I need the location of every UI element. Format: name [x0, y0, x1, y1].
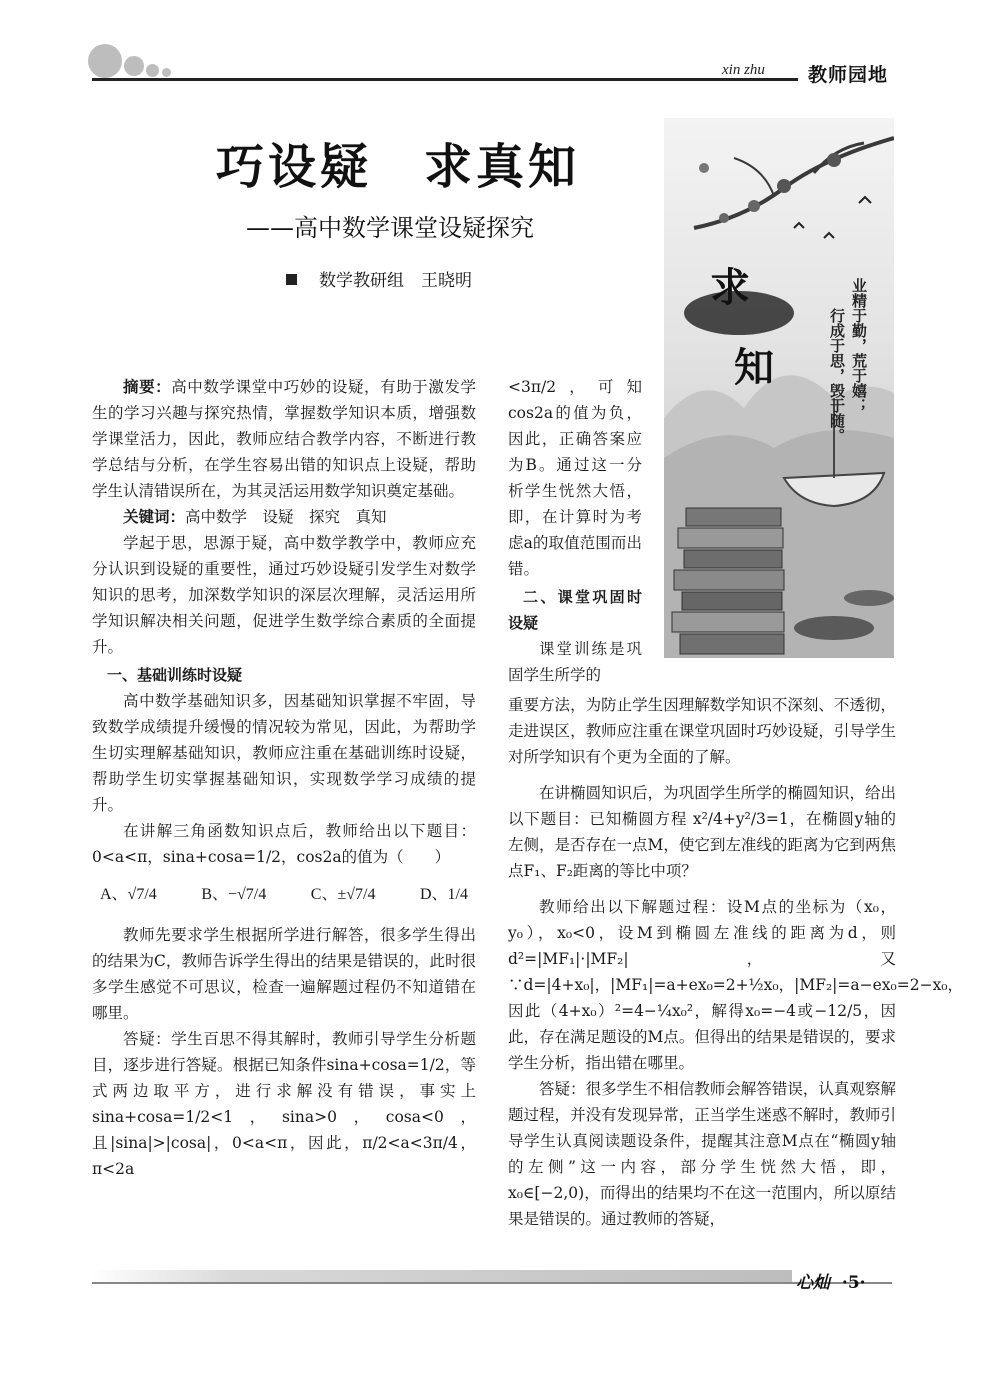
answer-continuation: <3π/2，可知cos2a的值为负，因此，正确答案应为B。通过这一分析学生恍然大悟，即，在计算时为考虑a的取值范围而出错。: [508, 378, 642, 578]
intro-paragraph: 学起于思，思源于疑，高中数学教学中，教师应充分认识到设疑的重要性，通过巧妙设疑引发学生对数学知识的思考，加深数学知识的深层次理解，灵活运用所学知识解决相关问题，促进学生数学综合素质的全面提升。: [92, 534, 476, 656]
section-2-ellipse-question: 在讲椭圆知识后，为巩固学生所学的椭圆知识，给出以下题目：已知椭圆方程 x²/4+y²/3=1，在椭圆y轴的左侧，是否存在一点M，使它到左准线的距离为它到两焦点F₁、F₂距离的等比中项？: [508, 784, 896, 880]
header-rule: [92, 78, 798, 81]
section-1-heading: 一、基础训练时设疑: [107, 666, 243, 684]
section-2-answer: 答疑：很多学生不相信教师会解答错误，认真观察解题过程，并没有发现异常，正当学生迷惑不解时，教师引导学生认真阅读题设条件，提醒其注意M点在“椭圆y轴的左侧”这一内容，部分学生恍然大悟，即，x₀∈[−2,0)，而得出的结果均不在这一范围内，所以原结果是错误的。通过教师的答疑，: [508, 1080, 896, 1228]
abstract: [92, 374, 476, 504]
section-2-heading: 二、课堂巩固时设疑: [508, 588, 642, 632]
footer: [796, 1268, 866, 1293]
answer-choices: [92, 882, 476, 908]
keywords-text: 高中数学 设疑 探究 真知: [185, 508, 387, 526]
footer-rule: [92, 1282, 892, 1284]
abstract-label: 摘要：: [123, 378, 172, 396]
page-title: 巧设疑 求真知: [216, 139, 581, 195]
poem-column-1: 业精于勤，荒于嬉；: [850, 278, 868, 413]
right-column-wide: [508, 692, 964, 1232]
section-1-answer: 答疑：学生百思不得其解时，教师引导学生分析题目，逐步进行答疑。根据已知条件sina+cosa=1/2，等式两边取平方，进行求解没有错误，事实上sina+cosa=1/2<1，sina>0，cosa<0，且|sina|>|cosa|，0<a<π，因此，π/2<a<3π/4，π<2a: [92, 1030, 476, 1178]
keywords-label: 关键词：: [123, 508, 186, 526]
calligraphy-qiu: 求: [710, 264, 750, 311]
header-pinyin: xin zhu: [722, 62, 765, 78]
choice-a: A、√7/4: [100, 886, 157, 903]
magazine-name: 心灿: [796, 1273, 830, 1293]
page-subtitle: ——高中数学课堂设疑探究: [246, 214, 534, 242]
keywords: [92, 504, 476, 530]
choice-b: B、−√7/4: [201, 886, 267, 903]
section-1-paragraph-1: 高中数学基础知识多，因基础知识掌握不牢固，导致数学成绩提升缓慢的情况较为常见，因此，为帮助学生切实理解基础知识，教师应注重在基础训练时设疑，帮助学生切实掌握基础知识，实现数学学习成绩的提升。: [92, 692, 476, 814]
section-2-paragraph-1: 重要方法，为防止学生因理解数学知识不深刻、不透彻，走进误区，教师应注重在课堂巩固时巧妙设疑，引导学生对所学知识有个更为全面的了解。: [508, 696, 896, 766]
byline-text: 数学教研组 王晓明: [319, 271, 472, 291]
section-1-paragraph-3: 教师先要求学生根据所学进行解答，很多学生得出的结果为C，教师告诉学生得出的结果是错误的，此时很多学生感觉不可思议，检查一遍解题过程仍不知道错在哪里。: [92, 926, 476, 1022]
byline-square-icon: [286, 274, 297, 285]
byline: [286, 266, 472, 291]
section-2-solution: 教师给出以下解题过程：设M点的坐标为（x₀，y₀），x₀<0，设M到椭圆左准线的距离为d，则d²=|MF₁|·|MF₂|，又∵d=|4+x₀|，|MF₁|=a+ex₀=2+½x₀，|MF₂|=a−ex₀=2−x₀，因此（4+x₀）²=4−¼x₀²，解得x₀=−4或−12/5，因此，存在满足题设的M点。但得出的结果是错误的，要求学生分析，指出错在哪里。: [508, 898, 964, 1072]
decorative-ink-painting: [664, 118, 894, 658]
page-number: ·5·: [841, 1273, 866, 1293]
footer-bar: [92, 1270, 792, 1282]
section-1-question: 在讲解三角函数知识点后，教师给出以下题目：0<a<π，sina+cosa=1/2，cos2a的值为（ ）: [92, 822, 476, 866]
choice-d: D、1/4: [419, 886, 468, 903]
calligraphy-zhi: 知: [734, 344, 774, 391]
left-column: [92, 374, 476, 1182]
poem-column-2: 行成于思，毁于随。: [828, 308, 846, 443]
right-column-narrow: [508, 374, 642, 688]
column-name: 教师园地: [808, 64, 889, 86]
section-2-lead: 课堂训练是巩固学生所学的: [508, 640, 642, 684]
abstract-text: 高中数学课堂中巧妙的设疑，有助于激发学生的学习兴趣与探究热情，掌握数学知识本质，增强数学课堂活力，因此，教师应结合教学内容，不断进行教学总结与分析，在学生容易出错的知识点上设疑，帮助学生认清错误所在，为其灵活运用数学知识奠定基础。: [92, 378, 476, 500]
choice-c: C、±√7/4: [310, 886, 376, 903]
